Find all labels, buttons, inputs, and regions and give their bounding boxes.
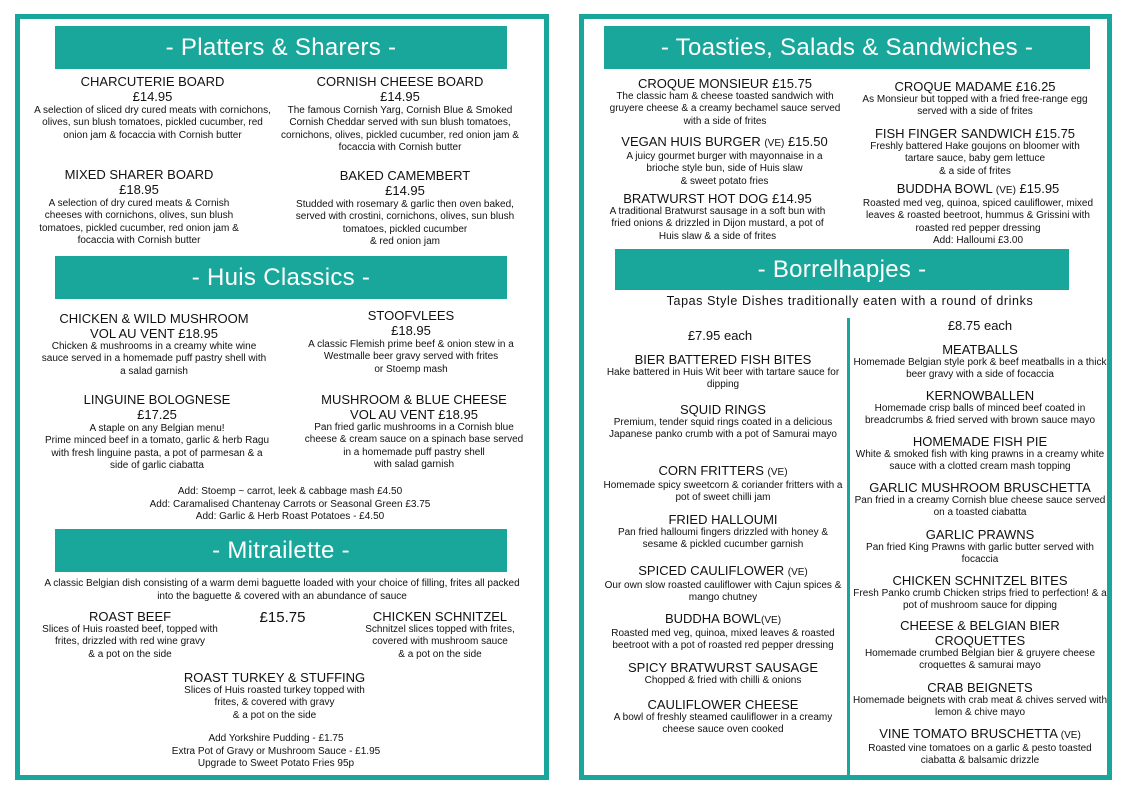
item-desc: Roasted vine tomatoes on a garlic & pesto toasted ciabatta & balsamic drizzle [868, 743, 1092, 767]
item-desc: A selection of dry cured meats & Cornish cheeses with cornichons, olives, sun blush tomatoes, pickled cucumber, red onion jam & focaccia with Cornish butter [39, 198, 239, 246]
menu-item-vegan-burger [612, 134, 837, 188]
item-name: BAKED CAMEMBERT [339, 168, 471, 183]
tapas-fish-pie [853, 434, 1107, 474]
item-desc-cont: or Stoemp mash [374, 363, 448, 375]
menu-item-croque-monsieur [605, 76, 845, 128]
tapas-spicy-bratwurst [600, 660, 846, 687]
item-name: FRIED HALLOUMI [668, 512, 778, 527]
menu-item-chicken-vol-au-vent [38, 311, 270, 378]
borrel-title: - Borrelhapjes - [757, 255, 927, 283]
item-desc: Roasted med veg, quinoa, mixed leaves & roasted beetroot with a pot of roasted red pepper dressing [611, 628, 835, 652]
item-price: £15.95 [1015, 181, 1060, 196]
item-price: £14.95 [385, 183, 425, 198]
item-name: VEGAN HUIS BURGER [621, 134, 765, 149]
item-desc: A staple on any Belgian menu! [89, 423, 225, 434]
item-desc: The famous Cornish Yarg, Cornish Blue & Smoked Cornish Cheddar served with sun blush tomatoes, cornichons, olives, pickled cucumber, red onion jam & focaccia with Cornish butter [281, 105, 519, 153]
item-name: GARLIC MUSHROOM BRUSCHETTA [869, 480, 1091, 495]
item-name: LINGUINE BOLOGNESE [83, 392, 231, 407]
item-desc-cont: with salad garnish [373, 458, 455, 470]
item-name-line [853, 726, 1107, 743]
tapas-fish-bites [600, 352, 846, 392]
tapas-garlic-mushroom-bruschetta [853, 480, 1107, 520]
tapas-chicken-schnitzel-bites [853, 573, 1107, 613]
menu-item-mixed-sharer [30, 167, 248, 247]
item-desc: Studded with rosemary & garlic then oven baked, served with crostini, cornichons, olives, sun blush tomatoes, pickled cucumber [295, 199, 515, 235]
item-desc: Pan fried in a creamy Cornish blue cheese sauce served on a toasted ciabatta [854, 495, 1106, 519]
item-desc: Chopped & fried with chilli & onions [644, 675, 802, 686]
item-price: £14.95 [132, 89, 173, 104]
column-divider [847, 318, 850, 776]
item-desc: Freshly battered Hake goujons on bloomer with tartare sauce, baby gem lettuce [870, 141, 1080, 165]
tapas-meatballs [853, 342, 1107, 382]
vegan-tag: (VE) [995, 185, 1016, 196]
item-price: £15.50 [784, 134, 828, 149]
item-name-line [600, 563, 846, 580]
menu-item-baked-camembert [290, 168, 520, 248]
item-name-price: VOL AU VENT £18.95 [90, 326, 218, 341]
classics-banner [55, 256, 507, 299]
item-name: CHICKEN SCHNITZEL [372, 609, 508, 624]
borrel-subtitle: Tapas Style Dishes traditionally eaten with a round of drinks [666, 294, 1034, 308]
tapas-buddha-bowl [600, 611, 846, 653]
item-desc: Chicken & mushrooms in a creamy white wine sauce served in a homemade puff pastry shell with a salad garnish [41, 341, 267, 377]
tapas-crab-beignets [853, 680, 1107, 720]
menu-item-roast-beef [30, 609, 230, 661]
borrel-banner [615, 249, 1069, 290]
vegan-tag: (VE) [787, 567, 808, 578]
item-desc: A bowl of freshly steamed cauliflower in a creamy cheese sauce oven cooked [613, 712, 833, 736]
borrel-left-price: £7.95 each [687, 328, 753, 343]
item-name: SQUID RINGS [680, 402, 766, 417]
classics-title: - Huis Classics - [191, 263, 371, 291]
vegan-tag: (VE) [767, 467, 788, 478]
item-desc: A juicy gourmet burger with mayonnaise in a brioche style bun, side of Huis slaw [626, 151, 823, 175]
item-desc: Pan fried garlic mushrooms in a Cornish blue cheese & cream sauce on a spinach base served in a homemade puff pastry shell [304, 422, 524, 458]
toasties-title: - Toasties, Salads & Sandwiches - [660, 33, 1034, 61]
item-name: KERNOWBALLEN [925, 388, 1035, 403]
item-desc: Our own slow roasted cauliflower with Cajun spices & mango chutney [604, 580, 842, 604]
item-name: ROAST BEEF [88, 609, 172, 624]
item-desc-cont: & red onion jam [369, 235, 441, 247]
item-name: CROQUE MADAME £16.25 [894, 79, 1056, 94]
item-desc: As Monsieur but topped with a fried free-range egg served with a side of frites [862, 94, 1088, 118]
borrel-right-price: £8.75 each [947, 318, 1013, 333]
vegan-tag: (VE) [1060, 730, 1081, 741]
item-desc: Hake battered in Huis Wit beer with tartare sauce for dipping [606, 367, 840, 391]
item-name: BRATWURST HOT DOG £14.95 [623, 191, 812, 206]
menu-item-cornish-cheese [280, 74, 520, 154]
menu-item-croque-madame [860, 79, 1090, 119]
item-name: HOMEMADE FISH PIE [912, 434, 1048, 449]
item-desc: Pan fried King Prawns with garlic butter served with focaccia [866, 542, 1094, 566]
tapas-squid-rings [600, 402, 846, 442]
item-name-line [612, 134, 837, 151]
item-name: CHARCUTERIE BOARD [80, 74, 225, 89]
item-name: MUSHROOM & BLUE CHEESE [321, 392, 507, 407]
addon-line: Add: Caramalised Chantenay Carrots or Seasonal Green £3.75 [149, 498, 431, 510]
item-desc: Homemade spicy sweetcorn & coriander fritters with a pot of sweet chilli jam [603, 480, 843, 504]
item-desc: Premium, tender squid rings coated in a delicious Japanese panko crumb with a pot of Samurai mayo [609, 417, 837, 441]
item-name-price: VOL AU VENT £18.95 [350, 407, 478, 422]
price-label: £15.75 [259, 609, 306, 626]
menu-item-mushroom-vol-au-vent [300, 392, 528, 471]
item-name: SPICY BRATWURST SAUSAGE [628, 660, 818, 675]
classics-addons [90, 486, 490, 524]
tapas-kernowballen [853, 388, 1107, 428]
addon-line: Upgrade to Sweet Potato Fries 95p [197, 758, 355, 769]
item-price: £18.95 [119, 182, 159, 197]
mitrailette-addons [126, 733, 426, 771]
item-desc: Pan fried halloumi fingers drizzled with honey & sesame & pickled cucumber garnish [617, 527, 829, 551]
item-desc: The classic ham & cheese toasted sandwich with gruyere cheese & a creamy bechamel sauce served with a side of frites [609, 91, 841, 127]
addon-line: Add Yorkshire Pudding - £1.75 [208, 733, 344, 744]
mitrailette-intro: A classic Belgian dish consisting of a warm demi baguette loaded with your choice of filling, frites all packed into the baguette & covered with an abundance of sauce [44, 578, 520, 602]
item-name-line [600, 463, 846, 480]
tapas-corn-fritters [600, 463, 846, 505]
item-name: CORNISH CHEESE BOARD [316, 74, 484, 89]
menu-item-linguine [42, 392, 272, 472]
item-name-line [852, 181, 1104, 198]
item-name: ROAST TURKEY & STUFFING [183, 670, 366, 685]
tapas-spiced-cauliflower [600, 563, 846, 605]
mitrailette-banner [55, 529, 507, 572]
item-name: MIXED SHARER BOARD [64, 167, 214, 182]
item-name: SPICED CAULIFLOWER [638, 563, 788, 578]
tapas-cheese-croquettes [853, 618, 1107, 673]
item-desc: Homemade beignets with crab meat & chives served with lemon & chive mayo [853, 695, 1108, 719]
menu-item-stoofvlees [300, 308, 522, 376]
item-name: BUDDHA BOWL [664, 611, 762, 626]
item-desc: Roasted med veg, quinoa, spiced cauliflower, mixed leaves & roasted beetroot, hummus & Grissini with roasted red pepper dressing [862, 198, 1094, 234]
item-name: CORN FRITTERS [658, 463, 768, 478]
item-name-cont: CROQUETTES [934, 633, 1026, 648]
item-desc: White & smoked fish with king prawns in a creamy white sauce with a clotted cream mash topping [855, 449, 1105, 473]
item-desc: A classic Flemish prime beef & onion stew in a Westmalle beer gravy served with frites [308, 339, 514, 363]
item-desc: A traditional Bratwurst sausage in a soft bun with fried onions & drizzled in Dijon mustard, a pot of Huis slaw & a side of frites [609, 206, 826, 242]
item-desc: Fresh Panko crumb Chicken strips fried to perfection! & a pot of mushroom sauce for dipping [853, 588, 1107, 612]
item-desc: Slices of Huis roasted beef, topped with frites, drizzled with red wine gravy [42, 624, 218, 648]
menu-item-chicken-schnitzel [355, 609, 525, 661]
mitrailette-price [245, 609, 320, 627]
vegan-tag: (VE) [761, 615, 782, 626]
platters-title: - Platters & Sharers - [165, 33, 397, 61]
addon-line: Add: Garlic & Herb Roast Potatoes - £4.50 [195, 511, 385, 522]
menu-item-roast-turkey [172, 670, 377, 722]
tapas-fried-halloumi [600, 512, 846, 552]
addon-line: Add: Stoemp ~ carrot, leek & cabbage mash £4.50 [177, 486, 403, 497]
item-name: GARLIC PRAWNS [925, 527, 1035, 542]
tapas-garlic-prawns [853, 527, 1107, 567]
item-desc-cont: & a pot on the side [398, 648, 482, 660]
item-name: CRAB BEIGNETS [927, 680, 1033, 695]
item-name: BIER BATTERED FISH BITES [634, 352, 812, 367]
menu-item-bratwurst-hot-dog [605, 191, 830, 243]
item-desc: Homemade crumbed Belgian bier & gruyere cheese croquettes & samurai mayo [864, 648, 1096, 672]
item-desc: Homemade crisp balls of minced beef coated in breadcrumbs & fried served with brown sauce mayo [864, 403, 1096, 427]
item-addon: Add: Halloumi £3.00 [932, 234, 1024, 246]
item-name: CAULIFLOWER CHEESE [647, 697, 799, 712]
item-name: CHICKEN SCHNITZEL BITES [892, 573, 1068, 588]
item-name-line [600, 611, 846, 628]
toasties-banner [604, 26, 1090, 69]
item-price: £18.95 [391, 323, 431, 338]
item-desc: Slices of Huis roasted turkey topped with frites, & covered with gravy [184, 685, 365, 709]
item-name: STOOFVLEES [367, 308, 455, 323]
item-desc-cont: & a side of frites [939, 165, 1011, 177]
item-desc-cont: & a pot on the side [232, 709, 317, 721]
menu-item-charcuterie [30, 74, 275, 142]
item-name: CHICKEN & WILD MUSHROOM [59, 311, 249, 326]
menu-item-buddha-bowl-main [852, 181, 1104, 247]
item-desc: A selection of sliced dry cured meats with cornichons, olives, sun blush tomatoes, pickled cucumber, red onion jam & focaccia with Cornish butter [34, 105, 271, 141]
item-desc-cont: & sweet potato fries [680, 175, 769, 187]
item-desc: Schnitzel slices topped with frites, covered with mushroom sauce [365, 624, 515, 648]
item-desc-cont: Prime minced beef in a tomato, garlic & herb Ragu with fresh linguine pasta, a pot of parmesan & a side of garlic ciabatta [45, 435, 269, 471]
item-name: VINE TOMATO BRUSCHETTA [879, 726, 1061, 741]
item-name: BUDDHA BOWL [896, 181, 996, 196]
item-name: FISH FINGER SANDWICH £15.75 [874, 126, 1076, 141]
mitrailette-title: - Mitrailette - [212, 536, 350, 564]
item-desc: Homemade Belgian style pork & beef meatballs in a thick beer gravy with a side of focaccia [853, 357, 1107, 381]
tapas-cauliflower-cheese [600, 697, 846, 737]
item-name: CROQUE MONSIEUR £15.75 [637, 76, 813, 91]
item-name: CHEESE & BELGIAN BIER [900, 618, 1060, 633]
item-name: MEATBALLS [942, 342, 1018, 357]
item-desc-cont: & a pot on the side [88, 648, 172, 660]
platters-banner [55, 26, 507, 69]
addon-line: Extra Pot of Gravy or Mushroom Sauce - £1.95 [171, 745, 381, 757]
menu-item-fish-finger-sandwich [865, 126, 1085, 178]
item-price: £17.25 [137, 407, 177, 422]
tapas-vine-tomato-bruschetta [853, 726, 1107, 768]
item-price: £14.95 [380, 89, 420, 104]
vegan-tag: (VE) [764, 138, 785, 149]
